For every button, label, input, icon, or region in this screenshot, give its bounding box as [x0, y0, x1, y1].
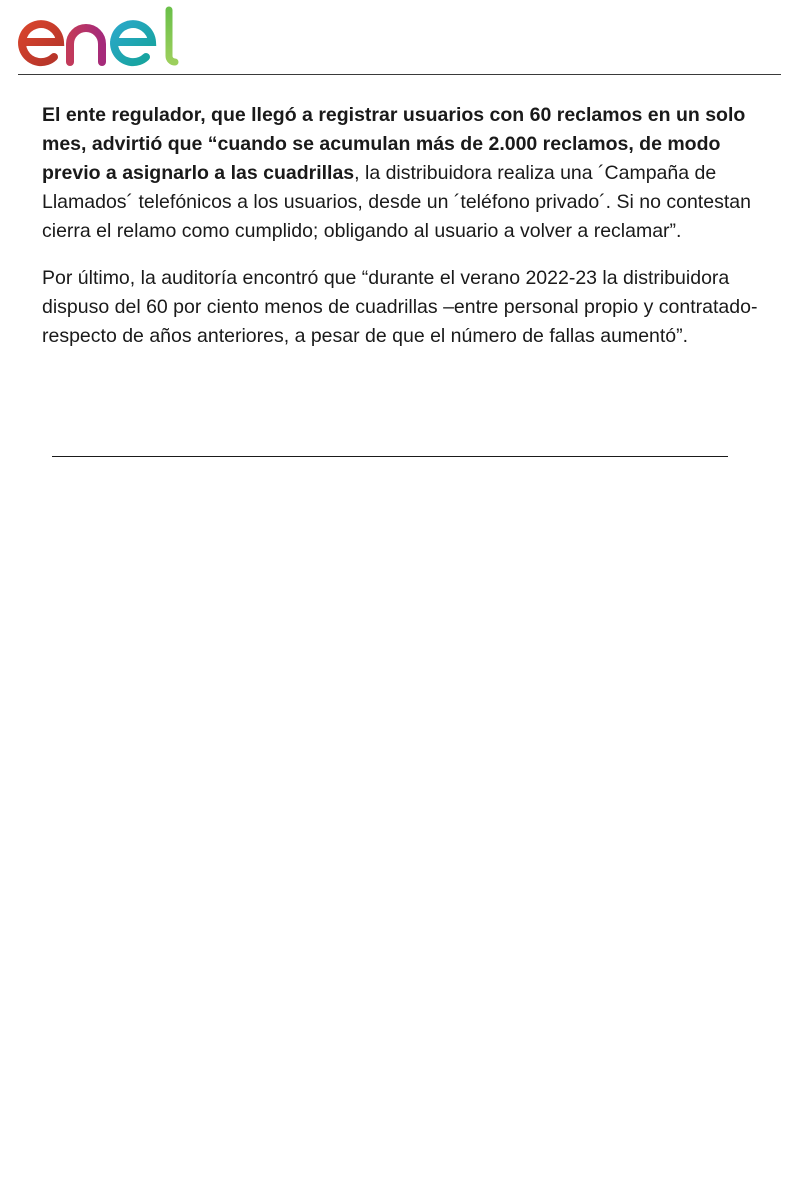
paragraph-2 — [42, 264, 758, 351]
page-header — [0, 0, 800, 76]
enel-logo[interactable] — [16, 4, 182, 68]
header-divider — [18, 74, 781, 75]
paragraph-1-bold: El ente regulador, que llegó a registrar usuarios con 60 reclamos en un solo mes, advirtió que “cuando se acumulan más de 2.000 reclamos, de modo previo a asignarlo a las cuadrillas — [42, 104, 746, 184]
paragraph-2-text: Por último, la auditoría encontró que “durante el verano 2022-23 la distribuidora dispuso del 60 por ciento menos de cuadrillas –entre personal propio y contratado- respecto de años anteriores, a pesar de que el número de fallas aumentó”. — [42, 267, 758, 347]
article-body — [42, 101, 758, 369]
paragraph-1-text: , la distribuidora realiza una ´Campaña de Llamados´ telefónicos a los usuarios, desde un ´teléfono privado´. Si no contestan cierra el relamo como cumplido; obligando al usuario a volver a reclamar”. — [42, 162, 751, 242]
logo-text: enel — [16, 4, 18, 5]
content-divider — [52, 456, 728, 457]
paragraph-1 — [42, 101, 758, 246]
